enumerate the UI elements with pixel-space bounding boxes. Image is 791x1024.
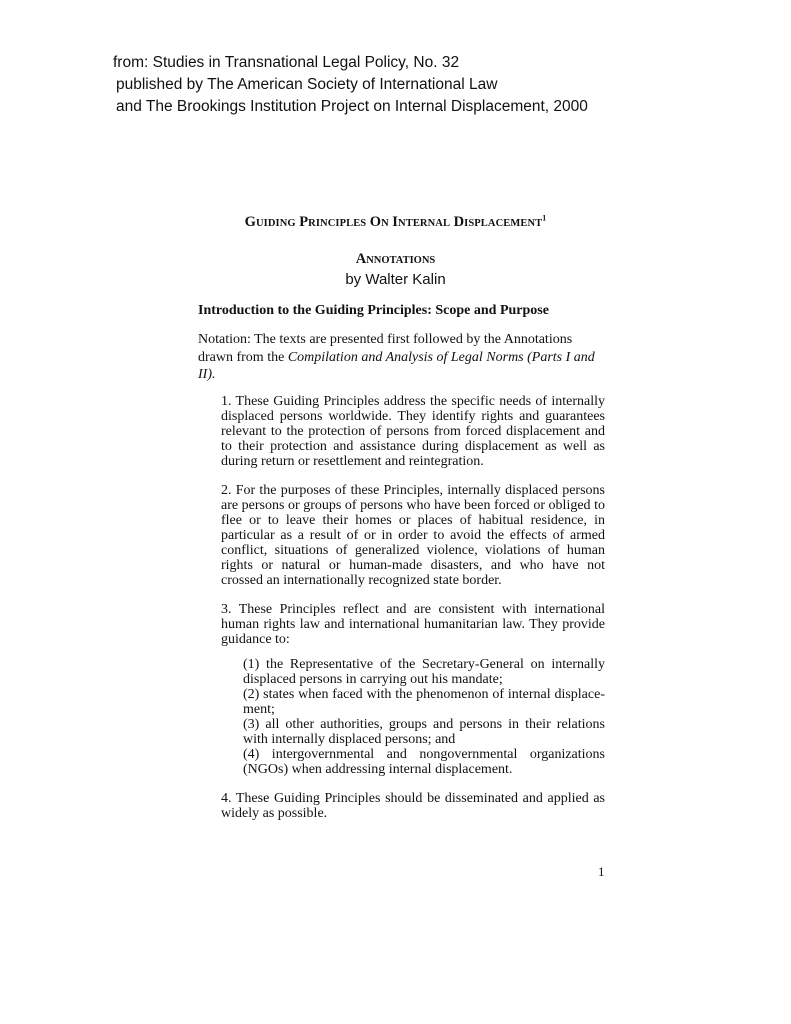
author-line: by Walter Kalin [345, 271, 446, 288]
footnote-marker: 1 [542, 213, 547, 223]
source-line-2: published by The American Society of International Law [116, 76, 498, 93]
document-title-text: GUIDING PRINCIPLES ON INTERNAL DISPLACEMENT [244, 214, 543, 230]
sublist-item-3: (3) all other authorities, groups and persons in their relations with internally displaced persons; and [243, 717, 605, 747]
source-line-1: from: Studies in Transnational Legal Policy, No. 32 [113, 54, 460, 71]
sublist-item-2: (2) states when faced with the phenomenon of internal displace-ment; [243, 687, 605, 717]
principle-1: 1. These Guiding Principles address the specific needs of internally displaced persons worldwide. They identify rights and guarantees relevant to the protection of persons from forced displacement and to their protection and assistance during displacement as well as during return or resettlement and reintegration. [221, 394, 605, 469]
page-number: 1 [598, 864, 605, 879]
source-line-3: and The Brookings Institution Project on Internal Displacement, 2000 [116, 98, 588, 115]
sublist-item-1: (1) the Representative of the Secretary-General on internally displaced persons in carrying out his mandate; [243, 657, 605, 687]
notation-italic-text: Compilation and Analysis of Legal Norms (Parts I and II). [198, 349, 595, 382]
source-citation [113, 52, 588, 118]
document-subtitle: ANNOTATIONS [355, 251, 436, 267]
principle-2: 2. For the purposes of these Principles, internally displaced persons are persons or groups of persons who have been forced or obliged to flee or to leave their homes or places of habitual residence, in particular as a result of or in order to avoid the effects of armed conflict, situations of generalized violence, violations of human rights or natural or human-made disasters, and who have not crossed an internationally recognized state border. [221, 483, 605, 588]
sublist-item-4: (4) intergovernmental and nongovernmental organizations (NGOs) when addressing internal displacement. [243, 747, 605, 777]
document-title [0, 214, 791, 231]
notation-text: Notation: The texts are presented first followed by the Annotations drawn from the [198, 332, 573, 365]
principle-3-sublist [243, 657, 605, 777]
section-heading: Introduction to the Guiding Principles: Scope and Purpose [198, 303, 549, 318]
principle-4: 4. These Guiding Principles should be disseminated and applied as widely as possible. [221, 791, 605, 821]
principle-3: 3. These Principles reflect and are consistent with international human rights law and international humanitarian law. They provide guidance to: [221, 602, 605, 647]
principles-list [221, 394, 605, 835]
notation-paragraph [198, 331, 608, 384]
